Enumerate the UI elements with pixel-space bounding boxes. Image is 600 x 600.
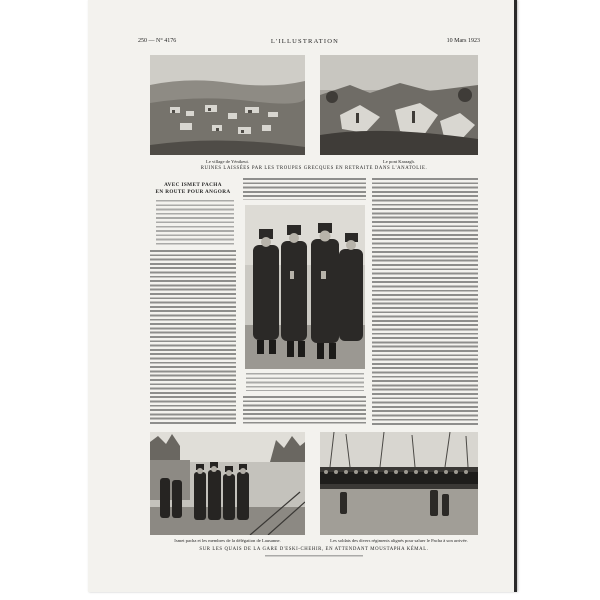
caption-bridge: Le pont Karaagh. [382, 159, 415, 164]
photo-bridge-ruins [320, 55, 478, 155]
article-title-line1: AVEC ISMET PACHA [164, 182, 222, 188]
issue-date: 10 Mars 1923 [446, 38, 480, 44]
text-column-middle-bottom [243, 396, 366, 426]
caption-kemal-ismet [246, 373, 364, 391]
text-column-right [372, 178, 478, 426]
caption-delegation: Ismet pacha et les membres de la délégation de Lausanne. [174, 538, 281, 543]
caption-bottom-shared: SUR LES QUAIS DE LA GARE D'ESKI-CHEHIR, EN ATTENDANT MOUSTAPHA KÉMAL. [199, 547, 429, 552]
photo-village-ruins [150, 55, 305, 155]
article-intro [156, 200, 234, 246]
photo-delegation-station [150, 432, 305, 535]
text-column-middle-top [243, 178, 366, 200]
photo-soldiers-platform [320, 432, 478, 535]
caption-top-shared: RUINES LAISSÉES PAR LES TROUPES GRECQUES EN RETRAITE DANS L'ANATOLIE. [200, 166, 428, 171]
article-title-line2: EN ROUTE POUR ANGORA [155, 189, 231, 195]
photo-credit [265, 555, 363, 557]
caption-village: Le village de Yénikeui. [206, 159, 249, 164]
text-column-left [150, 250, 236, 426]
masthead: L'ILLUSTRATION [270, 38, 340, 45]
photo-kemal-ismet [245, 205, 365, 369]
page-number: 250 — N° 4176 [138, 38, 177, 44]
caption-soldiers: Les soldats des divers régiments alignés pour saluer le Pacha à son arrivée. [330, 538, 468, 543]
